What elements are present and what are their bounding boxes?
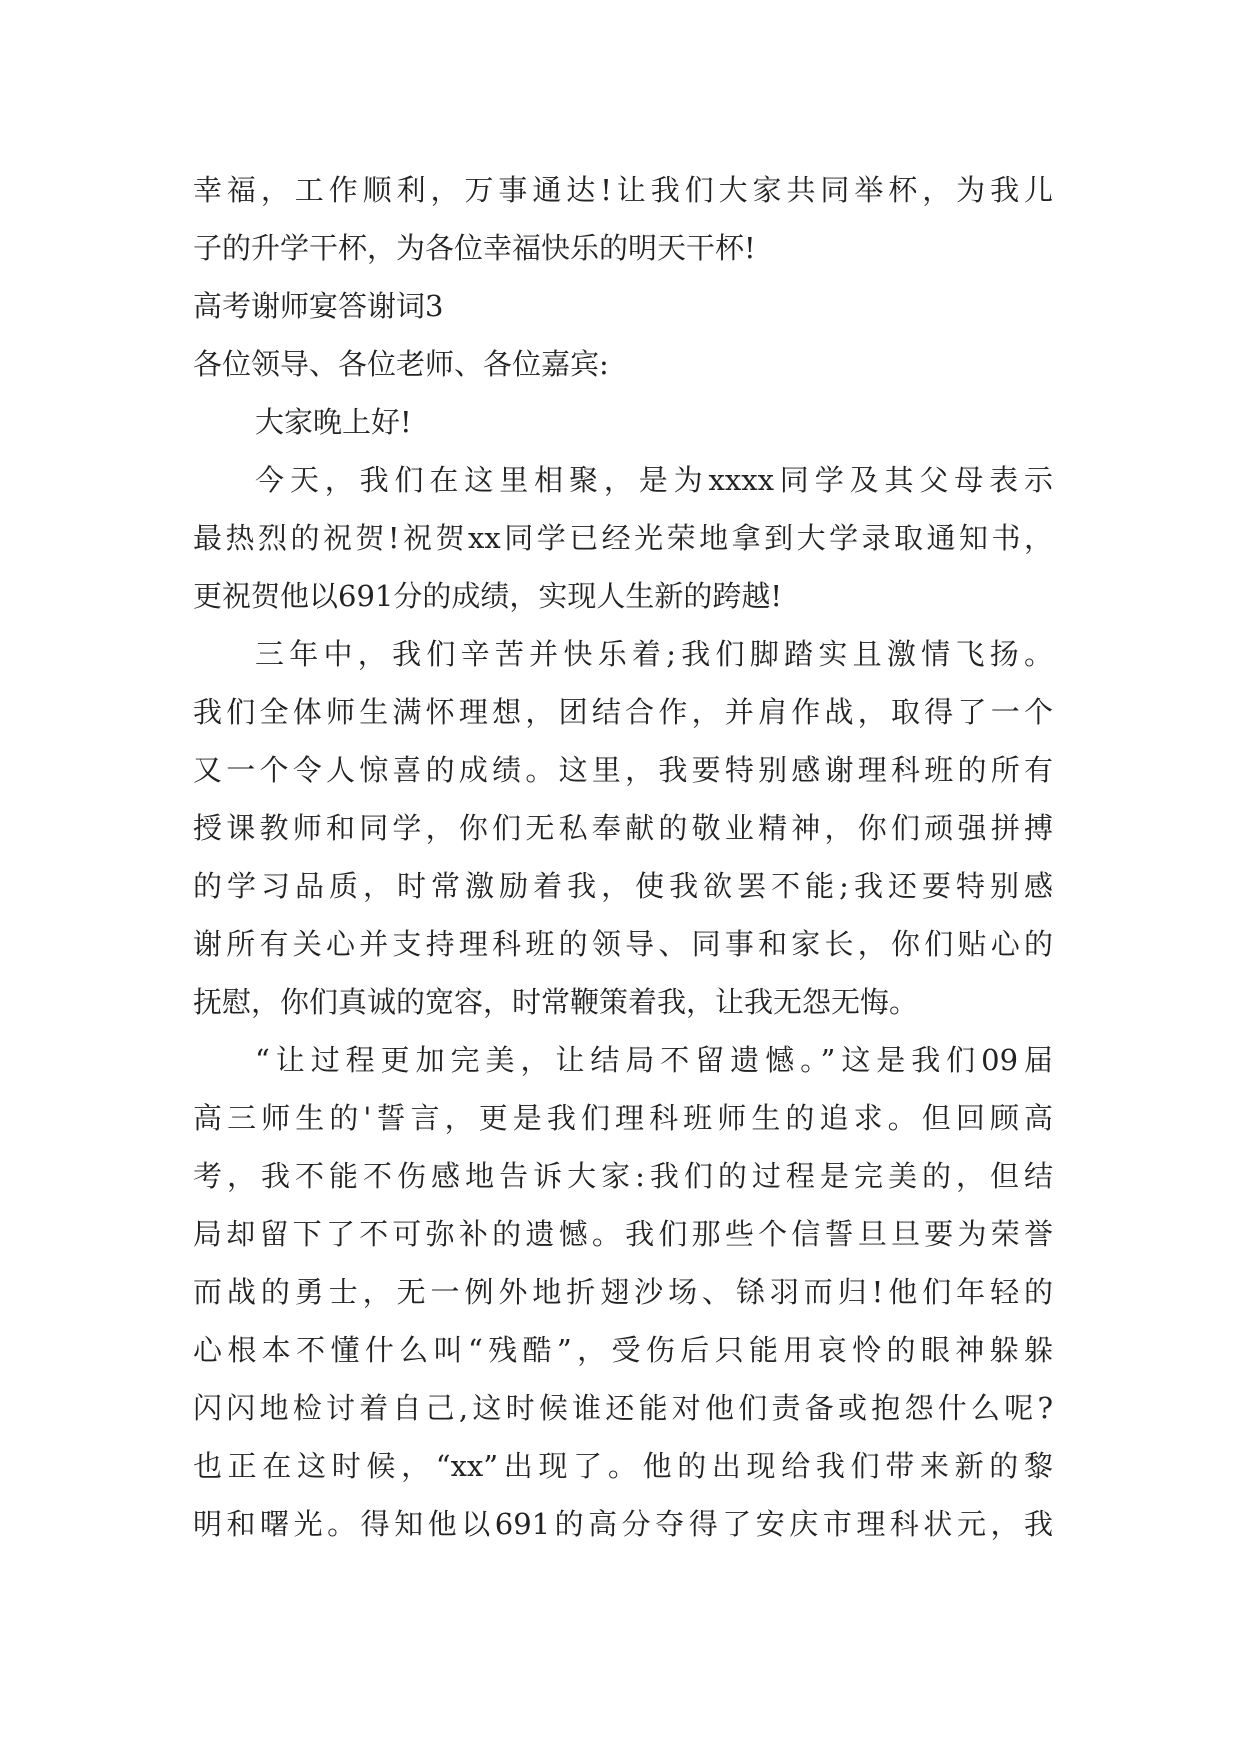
- text-line: 而战的勇士，无一例外地折翅沙场、铩羽而归!他们年轻的: [193, 1275, 1053, 1309]
- text-line: 授课教师和同学，你们无私奉献的敬业精神，你们顽强拼搏: [193, 811, 1053, 845]
- text-line: 心根本不懂什么叫“残酷”，受伤后只能用哀怜的眼神躲躲: [193, 1333, 1053, 1367]
- text-line: 三年中，我们辛苦并快乐着;我们脚踏实且激情飞扬。: [255, 637, 1053, 671]
- text-line: 的学习品质，时常激励着我，使我欲罢不能;我还要特别感: [193, 869, 1053, 903]
- text-line: 子的升学干杯，为各位幸福快乐的明天干杯!: [193, 231, 756, 265]
- text-line: 今天，我们在这里相聚，是为xxxx同学及其父母表示: [255, 463, 1053, 497]
- text-line: 抚慰，你们真诚的宽容，时常鞭策着我，让我无怨无悔。: [193, 985, 919, 1019]
- text-line: 明和曙光。得知他以691的高分夺得了安庆市理科状元，我: [193, 1507, 1053, 1541]
- document-body: [193, 161, 1053, 1553]
- text-line: 谢所有关心并支持理科班的领导、同事和家长，你们贴心的: [193, 927, 1053, 961]
- text-line: 高三师生的'誓言，更是我们理科班师生的追求。但回顾高: [193, 1101, 1053, 1135]
- text-line: 考，我不能不伤感地告诉大家:我们的过程是完美的，但结: [193, 1159, 1053, 1193]
- section-heading: 高考谢师宴答谢词3: [193, 289, 444, 323]
- text-line: 我们全体师生满怀理想，团结合作，并肩作战，取得了一个: [193, 695, 1053, 729]
- salutation: 各位领导、各位老师、各位嘉宾:: [193, 347, 609, 381]
- text-line: 闪闪地检讨着自己,这时候谁还能对他们责备或抱怨什么呢?: [193, 1391, 1053, 1425]
- text-line: 局却留下了不可弥补的遗憾。我们那些个信誓旦旦要为荣誉: [193, 1217, 1053, 1251]
- text-line: 幸福，工作顺利，万事通达!让我们大家共同举杯，为我儿: [193, 173, 1053, 207]
- text-line: 又一个令人惊喜的成绩。这里，我要特别感谢理科班的所有: [193, 753, 1053, 787]
- greeting: 大家晚上好!: [255, 405, 412, 439]
- text-line: 也正在这时候，“xx”出现了。他的出现给我们带来新的黎: [193, 1449, 1053, 1483]
- text-line: 最热烈的祝贺!祝贺xx同学已经光荣地拿到大学录取通知书，: [193, 521, 1053, 555]
- text-line: 更祝贺他以691分的成绩，实现人生新的跨越!: [193, 579, 783, 613]
- text-line: “让过程更加完美，让结局不留遗憾。”这是我们09届: [255, 1043, 1053, 1077]
